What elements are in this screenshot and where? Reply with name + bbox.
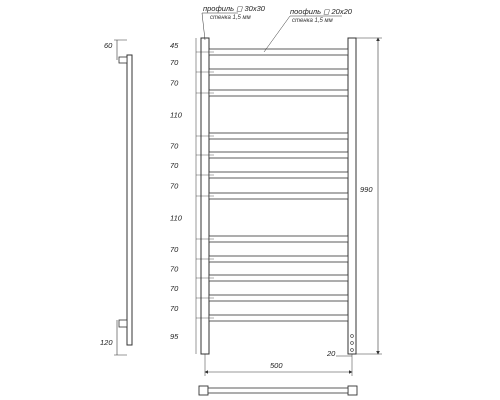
left-profile-label: профиль ◻ 30x30 (203, 4, 265, 13)
spacing-label: 70 (170, 304, 179, 313)
spacing-label: 110 (170, 213, 182, 223)
right-tube (348, 38, 356, 354)
rung (209, 193, 348, 199)
rung (209, 315, 348, 321)
rung (209, 295, 348, 301)
rung (209, 69, 348, 75)
spacing-label: 70 (170, 264, 179, 274)
rung (209, 90, 348, 96)
side-top-dimension: 60 (104, 41, 113, 50)
top-view (199, 386, 357, 395)
rung (209, 236, 348, 242)
side-bottom-dimension: 120 (100, 338, 113, 347)
spacing-label: 95 (170, 332, 179, 341)
spacing-labels (170, 38, 196, 354)
right-wall-label: стенка 1,5 мм (292, 18, 333, 24)
rung (209, 133, 348, 139)
height-dimension: 990 (360, 185, 373, 194)
rung (209, 172, 348, 178)
rung (209, 152, 348, 158)
spacing-label: 70 (170, 58, 179, 67)
rung (209, 275, 348, 281)
left-wall-label: стенка 1,5 мм (210, 15, 251, 21)
spacing-label: 70 (170, 245, 179, 254)
width-dimension: 500 (270, 361, 283, 370)
side-top-bracket (119, 57, 127, 63)
offset-dimension: 20 (327, 349, 336, 358)
rungs (196, 49, 348, 321)
rung (209, 49, 348, 55)
spacing-label: 70 (170, 141, 179, 151)
top-view-rung (208, 388, 348, 393)
spacing-label: 70 (170, 161, 179, 170)
side-bar (127, 55, 132, 345)
spacing-label: 45 (170, 41, 179, 50)
spacing-label: 110 (170, 110, 182, 120)
front-view (170, 4, 382, 376)
side-view (100, 40, 132, 355)
right-profile-label: поофиль ◻ 20x20 (290, 7, 352, 16)
spacing-label: 70 (170, 284, 179, 293)
top-view-left-end (199, 386, 208, 395)
side-bottom-bracket (119, 320, 127, 327)
top-view-right-end (348, 386, 357, 395)
spacing-label: 70 (170, 181, 179, 191)
spacing-label: 70 (170, 78, 179, 88)
rung (209, 256, 348, 262)
